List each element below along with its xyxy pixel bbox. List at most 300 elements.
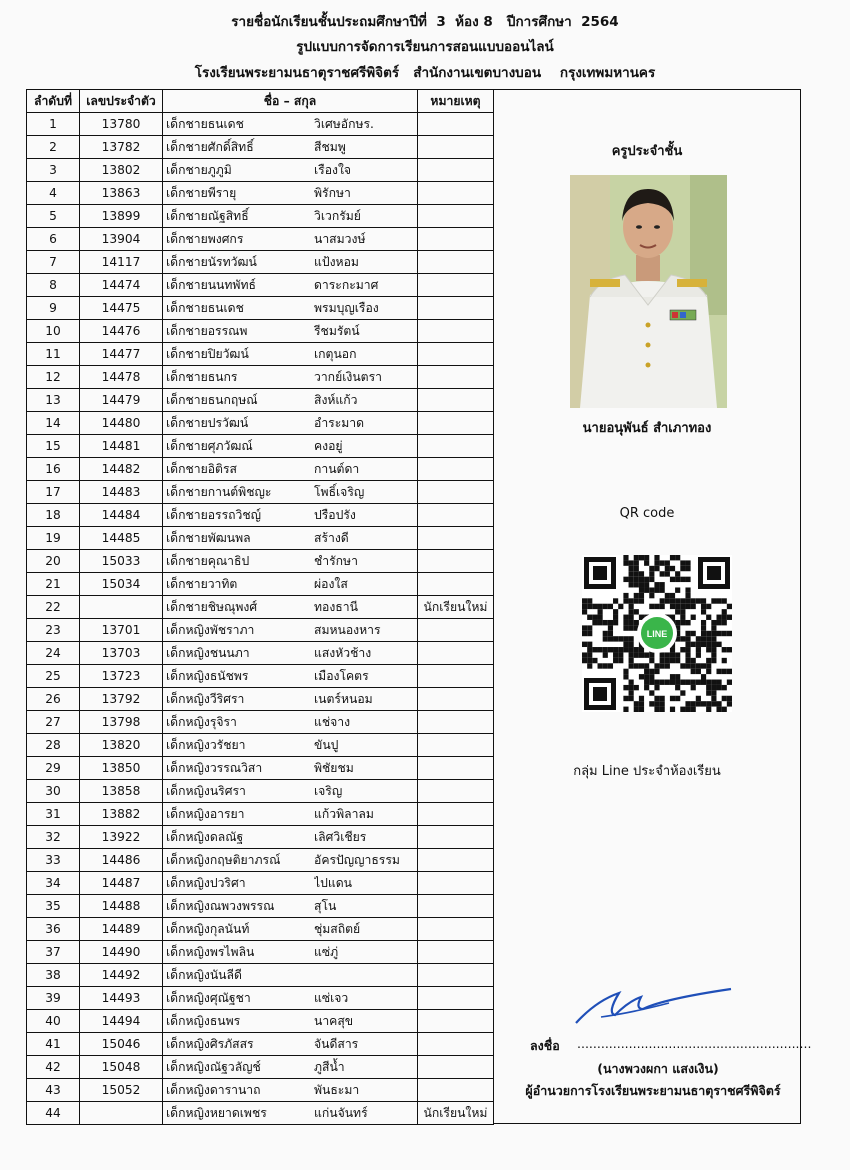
student-last-name: ผ่องใส (314, 577, 348, 591)
student-note (418, 826, 494, 849)
qr-module (706, 647, 711, 652)
student-note (418, 481, 494, 504)
document-title: รายชื่อนักเรียนชั้นประถมศึกษาปีที่ 3 ห้อง 8 ปีการศึกษา 2564 (231, 14, 619, 30)
student-last-name: เจริญ (314, 784, 343, 798)
qr-module (716, 631, 721, 636)
qr-module (665, 598, 670, 603)
table-row (27, 251, 494, 274)
student-name-cell (163, 780, 418, 803)
row-number: 40 (27, 1010, 80, 1033)
qr-finder-top-right (698, 557, 730, 589)
student-note (418, 389, 494, 412)
qr-module (644, 680, 649, 685)
row-number: 27 (27, 711, 80, 734)
qr-code (582, 555, 732, 712)
table-row (27, 803, 494, 826)
qr-module (582, 604, 587, 609)
row-number: 29 (27, 757, 80, 780)
qr-module (649, 593, 654, 598)
qr-module (660, 571, 665, 576)
student-first-name: เด็กหญิงธนัชพร (166, 669, 249, 683)
qr-module (711, 701, 716, 706)
student-note (418, 757, 494, 780)
qr-module (587, 647, 592, 652)
student-name-cell (163, 573, 418, 596)
qr-module (623, 555, 628, 560)
row-number: 14 (27, 412, 80, 435)
qr-module (711, 620, 716, 625)
qr-module (629, 615, 634, 620)
qr-module (706, 642, 711, 647)
qr-module (613, 609, 618, 614)
row-number: 19 (27, 527, 80, 550)
qr-module (685, 620, 690, 625)
student-name-cell (163, 182, 418, 205)
student-last-name: เลิศวิเชียร (314, 830, 367, 844)
student-note (418, 504, 494, 527)
qr-module (711, 690, 716, 695)
student-last-name: แซ่เจว (314, 991, 349, 1005)
qr-module (685, 598, 690, 603)
student-id: 14117 (80, 251, 163, 274)
row-number: 26 (27, 688, 80, 711)
student-note (418, 918, 494, 941)
student-note (418, 1079, 494, 1102)
student-id: 14479 (80, 389, 163, 412)
student-id: 14485 (80, 527, 163, 550)
qr-module (680, 663, 685, 668)
student-id: 14483 (80, 481, 163, 504)
qr-module (623, 647, 628, 652)
student-name-cell (163, 159, 418, 182)
student-first-name: เด็กชายพงศกร (166, 232, 244, 246)
student-name-cell (163, 895, 418, 918)
qr-module (629, 625, 634, 630)
qr-module (587, 604, 592, 609)
qr-module (685, 577, 690, 582)
qr-module (685, 560, 690, 565)
qr-module (680, 680, 685, 685)
qr-module (706, 631, 711, 636)
qr-module (644, 555, 649, 560)
table-row (27, 481, 494, 504)
student-note (418, 435, 494, 458)
student-last-name: ไปแดน (314, 876, 352, 890)
col-header-id: เลขประจำตัว (80, 90, 163, 113)
qr-module (706, 669, 711, 674)
qr-module (727, 669, 732, 674)
row-number: 13 (27, 389, 80, 412)
qr-module (722, 707, 727, 712)
qr-module (649, 669, 654, 674)
row-number: 30 (27, 780, 80, 803)
table-row (27, 136, 494, 159)
qr-module (613, 636, 618, 641)
table-row (27, 573, 494, 596)
student-first-name: เด็กชายศักดิ์สิทธิ์ (166, 140, 254, 154)
qr-module (696, 701, 701, 706)
qr-module (587, 652, 592, 657)
qr-module (660, 598, 665, 603)
qr-module (722, 685, 727, 690)
qr-module (685, 587, 690, 592)
student-name-cell (163, 389, 418, 412)
student-name-cell (163, 688, 418, 711)
col-header-note: หมายเหตุ (418, 90, 494, 113)
qr-module (639, 701, 644, 706)
director-signature-icon (571, 983, 736, 1031)
col-header-name: ชื่อ – สกุล (163, 90, 418, 113)
student-name-cell (163, 941, 418, 964)
student-id: 14478 (80, 366, 163, 389)
qr-module (618, 604, 623, 609)
table-row (27, 987, 494, 1010)
table-row (27, 182, 494, 205)
qr-module (691, 707, 696, 712)
qr-module (598, 609, 603, 614)
qr-module (639, 577, 644, 582)
qr-module (608, 631, 613, 636)
student-note (418, 803, 494, 826)
qr-module (634, 593, 639, 598)
student-first-name: เด็กหญิงศิรภัสสร (166, 1037, 254, 1051)
school-line: โรงเรียนพระยามนธาตุราชศรีพิจิตร์ สำนักงานเขตบางบอน กรุงเทพมหานคร (194, 65, 656, 81)
qr-module (587, 642, 592, 647)
student-id: 14490 (80, 941, 163, 964)
qr-module (727, 604, 732, 609)
qr-module (675, 571, 680, 576)
table-row (27, 389, 494, 412)
student-name-cell (163, 803, 418, 826)
student-name-cell (163, 136, 418, 159)
row-number: 32 (27, 826, 80, 849)
qr-module (670, 604, 675, 609)
qr-module (670, 647, 675, 652)
table-row (27, 941, 494, 964)
table-row (27, 1033, 494, 1056)
qr-module (665, 571, 670, 576)
qr-module (603, 652, 608, 657)
qr-module (634, 647, 639, 652)
teacher-portrait-icon (570, 175, 727, 408)
qr-module (629, 636, 634, 641)
qr-module (592, 658, 597, 663)
qr-module (598, 620, 603, 625)
qr-module (701, 620, 706, 625)
qr-module (639, 663, 644, 668)
qr-module (629, 642, 634, 647)
qr-module (691, 615, 696, 620)
qr-module (711, 631, 716, 636)
qr-module (592, 604, 597, 609)
student-last-name: พิชัยชม (314, 761, 354, 775)
qr-module (711, 642, 716, 647)
qr-module (634, 566, 639, 571)
qr-module (634, 555, 639, 560)
student-id: 13904 (80, 228, 163, 251)
qr-module (660, 582, 665, 587)
qr-module (629, 647, 634, 652)
student-last-name: สร้างดี (314, 531, 349, 545)
qr-module (629, 560, 634, 565)
qr-module (670, 707, 675, 712)
student-last-name (314, 964, 414, 986)
student-id: 13703 (80, 642, 163, 665)
table-row (27, 366, 494, 389)
qr-module (629, 577, 634, 582)
qr-module (706, 690, 711, 695)
qr-module (675, 658, 680, 663)
student-last-name: รีชมรัตน์ (314, 324, 360, 338)
student-last-name: แสงหัวช้าง (314, 646, 372, 660)
qr-module (629, 604, 634, 609)
qr-module (592, 620, 597, 625)
student-note (418, 366, 494, 389)
qr-module (670, 593, 675, 598)
student-roster-table (26, 89, 494, 1125)
qr-module (644, 663, 649, 668)
qr-module (660, 604, 665, 609)
qr-module (685, 652, 690, 657)
qr-module (582, 652, 587, 657)
qr-module (701, 663, 706, 668)
qr-module (691, 685, 696, 690)
qr-module (660, 707, 665, 712)
student-name-cell (163, 550, 418, 573)
student-name-cell (163, 596, 418, 619)
student-note (418, 1010, 494, 1033)
qr-module (722, 669, 727, 674)
student-id: 13882 (80, 803, 163, 826)
qr-module (634, 701, 639, 706)
student-last-name: เกตุนอก (314, 347, 357, 361)
row-number: 44 (27, 1102, 80, 1125)
col-header-no: ลำดับที่ (27, 90, 80, 113)
qr-module (696, 647, 701, 652)
qr-module (701, 598, 706, 603)
qr-module (629, 620, 634, 625)
qr-module (649, 577, 654, 582)
qr-module (680, 707, 685, 712)
student-first-name: เด็กชายนนทพัทธ์ (166, 278, 256, 292)
qr-module (685, 680, 690, 685)
qr-module (623, 696, 628, 701)
qr-module (685, 701, 690, 706)
student-note (418, 343, 494, 366)
student-last-name: ชุ่มสถิตย์ (314, 922, 361, 936)
qr-module (618, 652, 623, 657)
row-number: 8 (27, 274, 80, 297)
student-id: 14492 (80, 964, 163, 987)
student-note (418, 113, 494, 136)
qr-module (701, 604, 706, 609)
qr-module (701, 680, 706, 685)
row-number: 1 (27, 113, 80, 136)
qr-module (582, 642, 587, 647)
qr-module (644, 560, 649, 565)
student-note (418, 573, 494, 596)
qr-module (701, 701, 706, 706)
student-last-name: นาสมวงษ์ (314, 232, 366, 246)
qr-module (587, 625, 592, 630)
student-id: 13899 (80, 205, 163, 228)
student-note (418, 642, 494, 665)
qr-finder-top-left (584, 557, 616, 589)
table-row (27, 1102, 494, 1125)
student-id: 14480 (80, 412, 163, 435)
qr-module (665, 560, 670, 565)
student-first-name: เด็กชายธนกฤษณ์ (166, 393, 258, 407)
qr-module (680, 577, 685, 582)
student-note: นักเรียนใหม่ (418, 1102, 494, 1125)
row-number: 4 (27, 182, 80, 205)
student-name-cell (163, 343, 418, 366)
qr-module (629, 658, 634, 663)
qr-module (685, 636, 690, 641)
qr-module (685, 707, 690, 712)
student-id: 14487 (80, 872, 163, 895)
student-id: 14476 (80, 320, 163, 343)
student-last-name: ขันปู (314, 738, 339, 752)
row-number: 36 (27, 918, 80, 941)
student-name-cell (163, 987, 418, 1010)
row-number: 43 (27, 1079, 80, 1102)
qr-module (675, 555, 680, 560)
table-row (27, 504, 494, 527)
qr-module (623, 560, 628, 565)
table-row (27, 412, 494, 435)
student-last-name: เมืองโคตร (314, 669, 369, 683)
qr-module (660, 696, 665, 701)
qr-module (629, 598, 634, 603)
qr-module (685, 642, 690, 647)
qr-module (634, 609, 639, 614)
qr-module (675, 696, 680, 701)
qr-module (660, 701, 665, 706)
qr-label: QR code (619, 506, 675, 521)
student-id: 14474 (80, 274, 163, 297)
student-name-cell (163, 458, 418, 481)
student-last-name: ชำรักษา (314, 554, 358, 568)
qr-module (716, 615, 721, 620)
row-number: 12 (27, 366, 80, 389)
teacher-photo (570, 175, 727, 408)
row-number: 17 (27, 481, 80, 504)
student-first-name: เด็กหญิงกุลนันท์ (166, 922, 250, 936)
student-first-name: เด็กหญิงรุจิรา (166, 715, 237, 729)
document-subtitle: รูปแบบการจัดการเรียนการสอนแบบออนไลน์ (296, 39, 554, 55)
qr-module (649, 652, 654, 657)
qr-module (711, 696, 716, 701)
qr-module (629, 566, 634, 571)
student-note (418, 941, 494, 964)
student-id: 13858 (80, 780, 163, 803)
student-last-name: สุโน (314, 899, 337, 913)
student-first-name: เด็กชายคุณาธิป (166, 554, 250, 568)
qr-module (598, 663, 603, 668)
qr-module (706, 707, 711, 712)
qr-module (649, 587, 654, 592)
qr-module (603, 647, 608, 652)
student-name-cell (163, 435, 418, 458)
qr-module (711, 625, 716, 630)
table-row (27, 458, 494, 481)
row-number: 28 (27, 734, 80, 757)
qr-module (696, 663, 701, 668)
qr-module (722, 609, 727, 614)
student-note (418, 711, 494, 734)
qr-module (587, 631, 592, 636)
qr-module (613, 598, 618, 603)
qr-module (711, 652, 716, 657)
table-row (27, 1010, 494, 1033)
student-id: 15052 (80, 1079, 163, 1102)
student-name-cell (163, 619, 418, 642)
qr-module (639, 582, 644, 587)
student-first-name: เด็กชายวาทิต (166, 577, 238, 591)
qr-module (598, 604, 603, 609)
table-row (27, 872, 494, 895)
qr-module (654, 566, 659, 571)
qr-module (675, 674, 680, 679)
qr-module (639, 555, 644, 560)
qr-module (629, 696, 634, 701)
qr-module (696, 642, 701, 647)
qr-module (680, 620, 685, 625)
student-name-cell (163, 320, 418, 343)
qr-module (634, 560, 639, 565)
qr-module (722, 696, 727, 701)
student-note (418, 872, 494, 895)
student-last-name: พิรักษา (314, 186, 351, 200)
student-note (418, 1033, 494, 1056)
qr-module (722, 620, 727, 625)
student-note (418, 205, 494, 228)
qr-module (654, 582, 659, 587)
table-row (27, 642, 494, 665)
student-note (418, 688, 494, 711)
qr-module (691, 642, 696, 647)
row-number: 24 (27, 642, 80, 665)
row-number: 41 (27, 1033, 80, 1056)
qr-module (582, 598, 587, 603)
qr-module (680, 690, 685, 695)
qr-module (680, 636, 685, 641)
student-id: 14481 (80, 435, 163, 458)
qr-module (711, 680, 716, 685)
student-name-cell (163, 297, 418, 320)
qr-module (696, 680, 701, 685)
qr-module (639, 593, 644, 598)
qr-module (722, 615, 727, 620)
qr-module (691, 631, 696, 636)
qr-module (701, 625, 706, 630)
qr-module (701, 631, 706, 636)
student-last-name: โพธิ์เจริญ (314, 485, 365, 499)
student-name-cell (163, 826, 418, 849)
row-number: 15 (27, 435, 80, 458)
qr-module (654, 560, 659, 565)
teacher-name: นายอนุพันธ์ สำเภาทอง (582, 421, 712, 436)
row-number: 5 (27, 205, 80, 228)
table-header-row (27, 90, 494, 113)
student-name-cell (163, 274, 418, 297)
qr-module (654, 701, 659, 706)
student-note (418, 619, 494, 642)
qr-module (623, 674, 628, 679)
qr-module (675, 604, 680, 609)
qr-module (613, 647, 618, 652)
